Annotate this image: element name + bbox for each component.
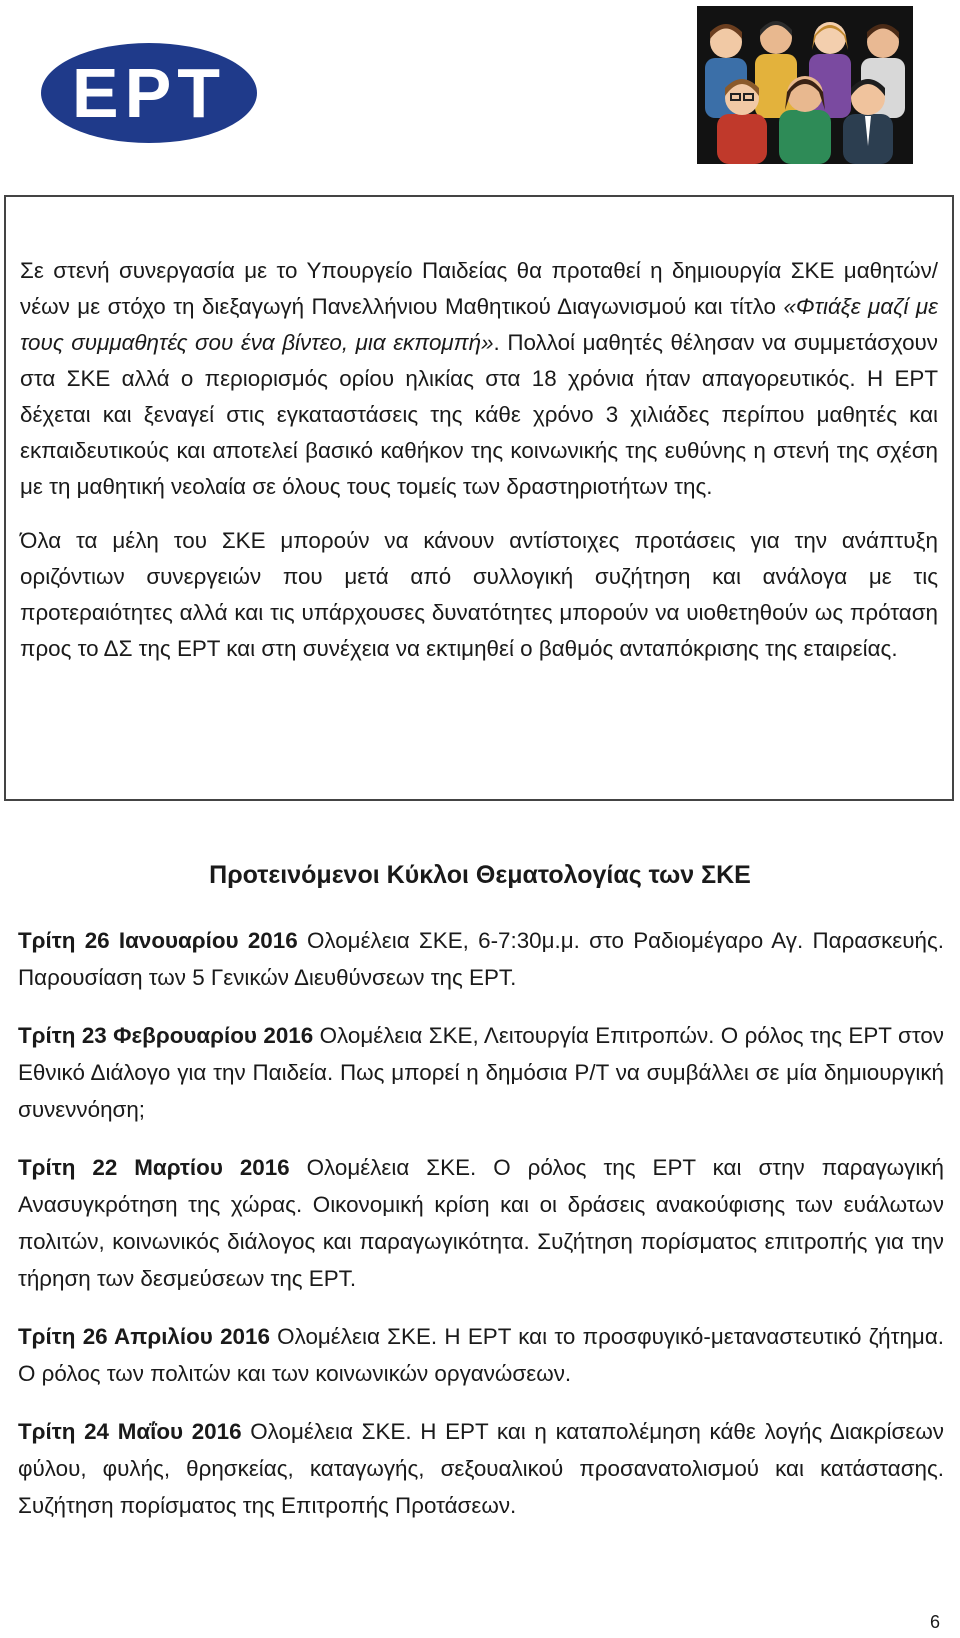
entry-date: Τρίτη 26 Απριλίου 2016 [18, 1324, 270, 1349]
intro-paragraph-2: Όλα τα μέλη του ΣΚΕ μπορούν να κάνουν αντίστοιχες προτάσεις για την ανάπτυξη οριζόντιων συνεργειών που μετά από συλλογική συζήτηση και ανάλογα με τις προτεραιότητες αλλά και τις υπάρχουσες δυνατότητες μπορούν να υιοθετηθούν ως πρόταση προς το ΔΣ της ΕΡΤ και στη συνέχεια να εκτιμηθεί ο βαθμός ανταπόκρισης της εταιρείας. [20, 528, 938, 661]
entry-date: Τρίτη 26 Ιανουαρίου 2016 [18, 928, 298, 953]
schedule-entry [18, 922, 944, 996]
ert-logo [40, 42, 258, 144]
entry-text: Ολομέλεια ΣΚΕ. Η ΕΡΤ και το προσφυγικό-μεταναστευτικό ζήτημα. Ο ρόλος των πολιτών και των κοινωνικών οργανώσεων. [18, 1324, 944, 1386]
logo-text: ΕΡΤ [71, 54, 227, 132]
entry-text: Ολομέλεια ΣΚΕ. Η ΕΡΤ και η καταπολέμηση κάθε λογής Διακρίσεων φύλου, φυλής, θρησκείας, καταγωγής, σεξουαλικού προσανατολισμού και κατάστασης. Συζήτηση πορίσματος της Επιτροπής Προτάσεων. [18, 1419, 944, 1518]
competition-title: «Φτιάξε μαζί με τους συμμαθητές σου ένα βίντεο, μια εκπομπή» [20, 294, 939, 355]
entry-text: Ολομέλεια ΣΚΕ, Λειτουργία Επιτροπών. Ο ρόλος της ΕΡΤ στον Εθνικό Διάλογο για την Παιδεία. Πως μπορεί η δημόσια Ρ/Τ να συμβάλλει σε μία δημιουργική συνεννόηση; [18, 1023, 944, 1122]
section-heading: Προτεινόμενοι Κύκλοι Θεματολογίας των ΣΚΕ [209, 861, 751, 889]
intro-p1-start: Σε στενή συνεργασία με το Υπουργείο Παιδείας θα προταθεί η δημιουργία ΣΚΕ μαθητών/νέων με στόχο τη διεξαγωγή Πανελλήνιου Μαθητικού Διαγωνισμού και τίτλο [20, 258, 938, 319]
schedule-entry [18, 1149, 944, 1297]
schedule-list [18, 922, 944, 1545]
intro-p1-end: . Πολλοί μαθητές θέλησαν να συμμετάσχουν στα ΣΚΕ αλλά ο περιορισμός ορίου ηλικίας στα 18 χρόνια ήταν απαγορευτικός. Η ΕΡΤ δέχεται και ξεναγεί στις εγκαταστάσεις της κάθε χρόνο 3 χιλιάδες περίπου μαθητές και εκπαιδευτικούς και αποτελεί βασικό καθήκον της κοινωνικής της ευθύνης η στενή της σχέση με τη μαθητική νεολαία σε όλους τους τομείς των δραστηριοτήτων της. [20, 330, 938, 499]
page-number: 6 [929, 1612, 940, 1632]
entry-text: Ολομέλεια ΣΚΕ, 6-7:30μ.μ. στο Ραδιομέγαρο Αγ. Παρασκευής. Παρουσίαση των 5 Γενικών Διευθύνσεων της ΕΡΤ. [18, 928, 944, 990]
intro-paragraph-1 [20, 253, 938, 505]
entry-text: Ολομέλεια ΣΚΕ. Ο ρόλος της ΕΡΤ και στην παραγωγική Ανασυγκρότηση της χώρας. Οικονομική κρίση και οι δράσεις ανακούφισης των ευάλωτων πολιτών, κοινωνικός διάλογος και παραγωγικότητα. Συζήτηση πορίσματος επιτροπής για την τήρηση των δεσμεύσεων της ΕΡΤ. [18, 1155, 944, 1291]
intro-box [4, 195, 954, 801]
entry-date: Τρίτη 22 Μαρτίου 2016 [18, 1155, 290, 1180]
schedule-entry [18, 1017, 944, 1128]
entry-date: Τρίτη 24 Μαΐου 2016 [18, 1419, 242, 1444]
people-icon [697, 6, 913, 164]
entry-date: Τρίτη 23 Φεβρουαρίου 2016 [18, 1023, 314, 1048]
schedule-entry [18, 1318, 944, 1392]
schedule-entry [18, 1413, 944, 1524]
